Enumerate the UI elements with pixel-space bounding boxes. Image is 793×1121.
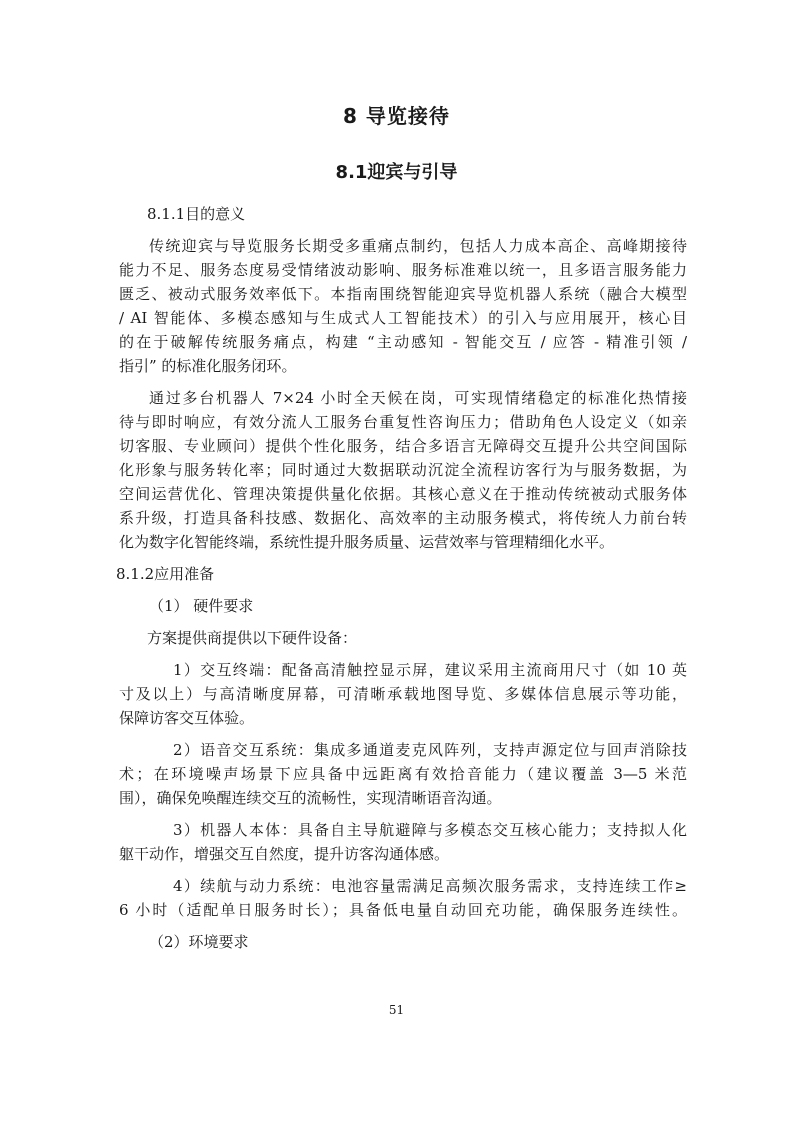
hardware-item-4	[119, 874, 687, 922]
hardware-requirements-title: （1） 硬件要求	[149, 597, 254, 615]
paragraph-line: 待与即时响应，有效分流人工服务台重复性咨询压力；借助角色人设定义（如亲	[119, 413, 687, 431]
paragraph-line: 指引” 的标准化服务闭环。	[119, 357, 297, 375]
paragraph-line: 2）语音交互系统：集成多通道麦克风阵列，支持声源定位与回声消除技	[173, 741, 687, 759]
paragraph-line: 传统迎宾与导览服务长期受多重痛点制约，包括人力成本高企、高峰期接待	[149, 237, 687, 255]
paragraph-line: 保障访客交互体验。	[119, 709, 255, 727]
paragraph-line: 围），确保免唤醒连续交互的流畅性，实现清晰语音沟通。	[119, 789, 502, 807]
paragraph-line: 空间运营优化、管理决策提供量化依据。其核心意义在于推动传统被动式服务体	[119, 485, 687, 503]
paragraph-line: 化为数字化智能终端，系统性提升服务质量、运营效率与管理精细化水平。	[119, 533, 615, 551]
paragraph-line: 6 小时（适配单日服务时长）；具备低电量自动回充功能，确保服务连续性。	[119, 901, 687, 919]
paragraph-line: 能力不足、服务态度易受情绪波动影响、服务标准难以统一，且多语言服务能力	[119, 261, 687, 279]
environment-requirements-title: （2）环境要求	[149, 933, 249, 951]
hardware-item-1	[119, 658, 687, 730]
paragraph-line: 4）续航与动力系统：电池容量需满足高频次服务需求，支持连续工作≥	[173, 877, 687, 895]
paragraph-line: 化形象与服务转化率；同时通过大数据联动沉淀全流程访客行为与服务数据，为	[119, 461, 687, 479]
hardware-item-2	[119, 738, 687, 810]
hardware-item-3	[119, 818, 687, 866]
chapter-heading: 8 导览接待	[343, 104, 450, 128]
hardware-intro: 方案提供商提供以下硬件设备：	[147, 629, 358, 647]
paragraph-purpose-2	[119, 386, 687, 554]
paragraph-line: 3）机器人本体：具备自主导航避障与多模态交互核心能力；支持拟人化	[173, 821, 687, 839]
paragraph-line: 躯干动作，增强交互自然度，提升访客沟通体感。	[119, 845, 450, 863]
paragraph-line: 切客服、专业顾问）提供个性化服务，结合多语言无障碍交互提升公共空间国际	[119, 437, 687, 455]
document-body	[116, 202, 687, 954]
paragraph-line: 术；在环境噪声场景下应具备中远距离有效拾音能力（建议覆盖 3—5 米范	[119, 765, 687, 783]
paragraph-line: 匮乏、被动式服务效率低下。本指南围绕智能迎宾导览机器人系统（融合大模型	[119, 285, 687, 303]
paragraph-line: 系升级，打造具备科技感、数据化、高效率的主动服务模式，将传统人力前台转	[119, 509, 687, 527]
paragraph-line: 1）交互终端：配备高清触控显示屏，建议采用主流商用尺寸（如 10 英	[173, 661, 687, 679]
subsection-heading-812: 8.1.2应用准备	[116, 565, 215, 583]
paragraph-line: 的在于破解传统服务痛点，构建 “主动感知 - 智能交互 / 应答 - 精准引领 /	[119, 333, 687, 351]
paragraph-line: 寸及以上）与高清晰度屏幕，可清晰承载地图导览、多媒体信息展示等功能，	[119, 685, 687, 703]
paragraph-line: / AI 智能体、多模态感知与生成式人工智能技术）的引入与应用展开，核心目	[119, 309, 687, 327]
section-heading: 8.1迎宾与引导	[335, 162, 458, 183]
page-number: 51	[388, 1003, 405, 1017]
subsection-heading-811: 8.1.1目的意义	[147, 205, 246, 223]
paragraph-line: 通过多台机器人 7×24 小时全天候在岗，可实现情绪稳定的标准化热情接	[149, 389, 687, 407]
paragraph-purpose-1	[119, 234, 687, 378]
